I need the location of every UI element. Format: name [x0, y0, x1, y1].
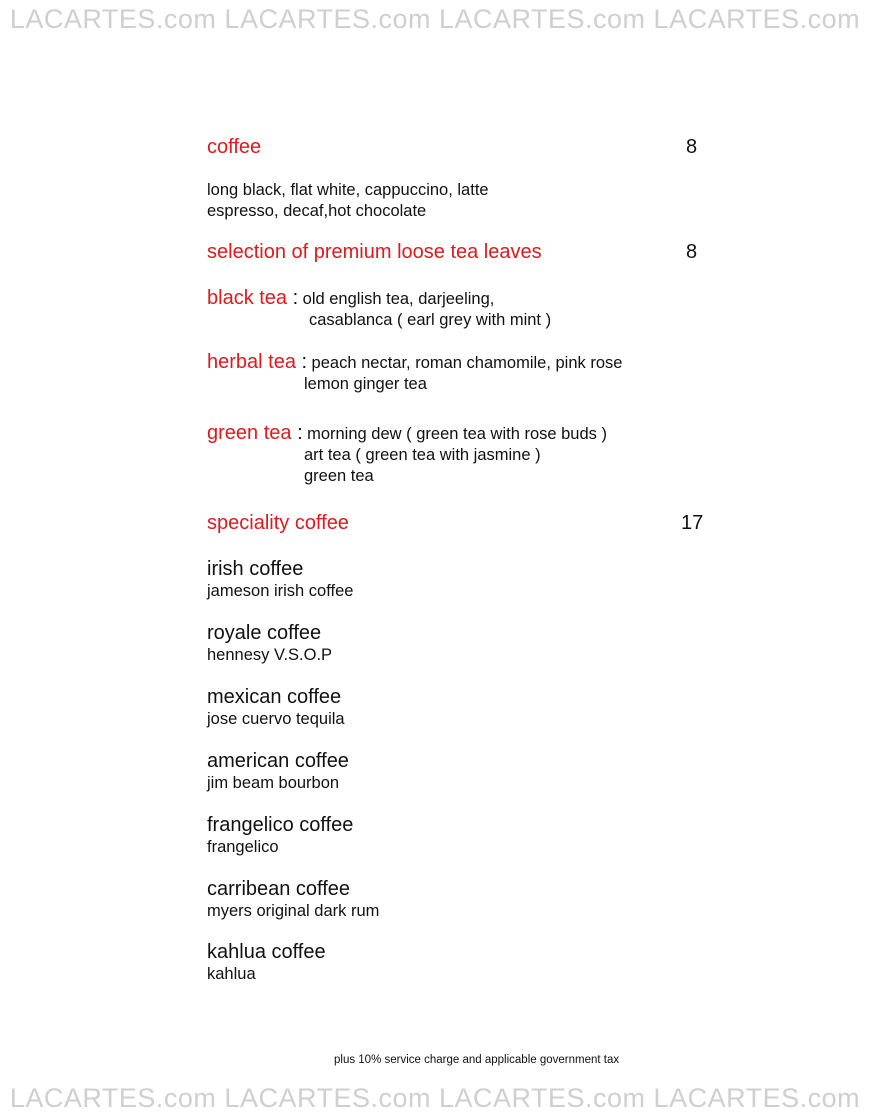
- black-tea-line-2: casablanca ( earl grey with mint ): [309, 311, 552, 329]
- speciality-item-name: kahlua coffee: [207, 941, 326, 963]
- speciality-heading: speciality coffee: [207, 512, 349, 534]
- herbal-tea-label: herbal tea: [207, 351, 296, 373]
- speciality-item-desc: myers original dark rum: [207, 902, 380, 920]
- speciality-item-name: mexican coffee: [207, 686, 342, 708]
- speciality-item-desc: kahlua: [207, 965, 256, 983]
- herbal-tea-line-1: peach nectar, roman chamomile, pink rose: [311, 354, 623, 372]
- watermark-top: LACARTES.com LACARTES.com LACARTES.com LACARTES.com: [9, 4, 861, 34]
- black-tea-line-1: old english tea, darjeeling,: [302, 290, 495, 308]
- tea-price: 8: [686, 241, 698, 263]
- herbal-tea-line-2: lemon ginger tea: [304, 375, 427, 393]
- speciality-item-name: royale coffee: [207, 622, 322, 644]
- speciality-item-desc: hennesy V.S.O.P: [207, 646, 333, 664]
- watermark-bottom: LACARTES.com LACARTES.com LACARTES.com LACARTES.com: [9, 1083, 861, 1113]
- tea-heading: selection of premium loose tea leaves: [207, 241, 542, 263]
- speciality-item-name: frangelico coffee: [207, 814, 354, 836]
- green-tea-line-1: morning dew ( green tea with rose buds ): [307, 425, 607, 443]
- speciality-item-desc: jose cuervo tequila: [207, 710, 345, 728]
- black-tea-label: black tea: [207, 287, 288, 309]
- coffee-line-2: espresso, decaf,hot chocolate: [207, 202, 427, 220]
- coffee-heading: coffee: [207, 136, 262, 158]
- black-tea-row: [207, 286, 494, 310]
- speciality-item-desc: jim beam bourbon: [207, 774, 340, 792]
- speciality-item-name: american coffee: [207, 750, 349, 772]
- herbal-tea-row: [207, 350, 622, 374]
- speciality-price: 17: [681, 512, 704, 534]
- green-tea-line-3: green tea: [304, 467, 374, 485]
- speciality-item-name: carribean coffee: [207, 878, 351, 900]
- green-tea-line-2: art tea ( green tea with jasmine ): [304, 446, 541, 464]
- green-tea-row: [207, 421, 607, 445]
- green-tea-label: green tea: [207, 422, 292, 444]
- speciality-item-desc: frangelico: [207, 838, 279, 856]
- herbal-tea-colon: :: [295, 351, 308, 373]
- speciality-item-name: irish coffee: [207, 558, 304, 580]
- black-tea-colon: :: [287, 287, 299, 309]
- coffee-line-1: long black, flat white, cappuccino, latte: [207, 181, 489, 199]
- footer-note: plus 10% service charge and applicable government tax: [334, 1054, 620, 1066]
- green-tea-colon: :: [291, 422, 303, 444]
- coffee-price: 8: [686, 136, 698, 158]
- speciality-item-desc: jameson irish coffee: [207, 582, 354, 600]
